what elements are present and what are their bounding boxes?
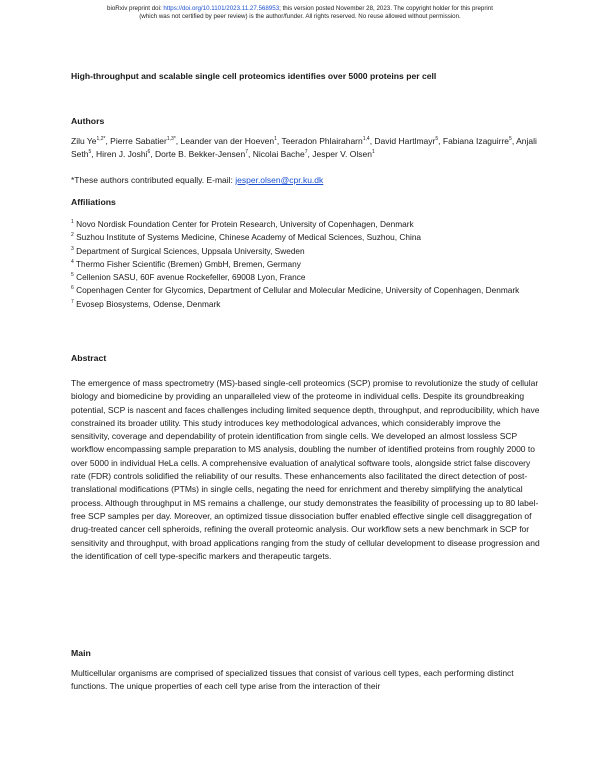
preprint-prefix: bioRxiv preprint doi: bbox=[107, 5, 164, 12]
author-name: David Hartlmayr bbox=[374, 136, 436, 146]
affiliation-item bbox=[71, 258, 541, 271]
affiliation-item bbox=[71, 231, 541, 244]
affiliation-number: 2 bbox=[71, 232, 74, 239]
author-affiliation-marker: 7 bbox=[304, 149, 308, 156]
affiliation-item bbox=[71, 284, 541, 297]
preprint-header bbox=[0, 5, 600, 21]
affiliation-text: Department of Surgical Sciences, Uppsala University, Sweden bbox=[73, 245, 305, 256]
equal-note-text: *These authors contributed equally. E-mail: bbox=[71, 175, 236, 185]
author-affiliation-marker: 1 bbox=[371, 149, 375, 156]
affiliation-number: 6 bbox=[71, 285, 74, 292]
affiliation-item bbox=[71, 245, 541, 258]
author-name: Hiren J. Joshi bbox=[96, 149, 148, 160]
author-affiliation-marker: 1,4 bbox=[362, 136, 370, 143]
affiliation-text: Cellenion SASU, 60F avenue Rockefeller, 69008 Lyon, France bbox=[73, 272, 306, 283]
affiliation-number: 7 bbox=[71, 299, 74, 306]
main-heading: Main bbox=[71, 648, 91, 658]
affiliation-number: 5 bbox=[71, 272, 74, 279]
author-affiliation-marker: 5 bbox=[88, 149, 92, 156]
affiliation-number: 1 bbox=[71, 219, 74, 226]
author-name: Jesper V. Olsen bbox=[312, 149, 372, 160]
email-link[interactable]: jesper.olsen@cpr.ku.dk bbox=[235, 175, 324, 185]
author-name: Dorte B. Bekker-Jensen bbox=[155, 149, 246, 160]
affiliation-item bbox=[71, 298, 541, 311]
doi-link[interactable]: https://doi.org/10.1101/2023.11.27.568953 bbox=[163, 5, 280, 12]
affiliation-text: Thermo Fisher Scientific (Bremen) GmbH, Bremen, Germany bbox=[73, 258, 301, 269]
author-name: Zilu Ye bbox=[71, 136, 97, 146]
affiliation-list bbox=[71, 218, 541, 311]
affiliation-item bbox=[71, 218, 541, 231]
affiliation-text: Suzhou Institute of Systems Medicine, Chinese Academy of Medical Sciences, Suzhou, China bbox=[73, 232, 422, 243]
author-name: Nicolai Bache bbox=[252, 149, 305, 160]
preprint-suffix: ; this version posted November 28, 2023. The copyright holder for this preprint bbox=[279, 5, 493, 12]
affiliation-text: Copenhagen Center for Glycomics, Department of Cellular and Molecular Medicine, University of Copenhagen, Denmark bbox=[73, 285, 520, 296]
preprint-line-1 bbox=[0, 5, 600, 13]
main-text: Multicellular organisms are comprised of specialized tissues that consist of various cell types, each performing distinct functions. The unique properties of each cell type arise from the interaction of their bbox=[71, 668, 514, 692]
affiliation-text: Novo Nordisk Foundation Center for Protein Research, University of Copenhagen, Denmark bbox=[73, 219, 414, 229]
author-name: Fabiana Izaguirre bbox=[442, 136, 510, 146]
abstract-text: The emergence of mass spectrometry (MS)-based single-cell proteomics (SCP) promise to revolutionize the study of cellular biology and biomedicine by providing an unparalleled view of the proteome in individual cells. Despite its groundbreaking potential, SCP is nascent and faces challenges including limited sequence depth, throughput, and reproducibility, which have constrained its broader utility. This study introduces key methodological advances, which considerably improve the sensitivity, coverage and dependability of protein identification from single cells. We developed an almost lossless SCP workflow encompassing sample preparation to MS analysis, doubling the number of identified proteins from roughly 2000 to over 5000 in individual HeLa cells. A comprehensive evaluation of analytical software tools, alongside strict false discovery rate (FDR) controls solidified the reliability of our results. These enhancements also facilitated the direct detection of post-translational modifications (PTMs) in single cells, negating the need for enrichment and thereby simplifying the analytical process. Although throughput in MS remains a challenge, our study demonstrates the feasibility of processing up to 80 label-free SCP samples per day. Moreover, an optimized tissue dissociation buffer enabled effective single cell disaggregation of drug-treated cancer cell spheroids, refining the overall proteomic analysis. Our workflow sets a new benchmark in SCP for sensitivity and throughput, with broad applications ranging from the study of cellular development to disease progression and the identification of cell type-specific markers and therapeutic targets. bbox=[71, 378, 540, 561]
affiliation-number: 3 bbox=[71, 245, 74, 252]
author-name: Teeradon Phlairaharn bbox=[281, 136, 363, 146]
author-affiliation-marker: 5 bbox=[435, 136, 439, 143]
paper-title: High-throughput and scalable single cell proteomics identifies over 5000 proteins per cell bbox=[71, 71, 437, 81]
affiliation-number: 4 bbox=[71, 259, 74, 266]
affiliation-text: Evosep Biosystems, Odense, Denmark bbox=[73, 298, 221, 309]
author-list: Zilu $Ye^{1,2*}$, Pierre Sabatier$^{1,3*}$, Leander van der Hoeven$^1$, Teeradon Phlairaharn$^{1,4}$, David Hartlmayr$^5$, Fabiana Izaguirre$^5$, Anjali Seth$^5$, Hiren J. Joshi$^6$, Dorte B. Bekker-Jensen$^7$, Nicolai Bache$^7$, Jesper V. Olsen$^1$ bbox=[71, 136, 537, 160]
affiliation-item bbox=[71, 271, 541, 284]
abstract-heading: Abstract bbox=[71, 353, 107, 363]
preprint-line-2: (which was not certified by peer review) is the author/funder. All rights reserved. No reuse allowed without permission. bbox=[139, 13, 461, 20]
author-affiliation-marker: 6 bbox=[147, 149, 151, 156]
author-affiliation-marker: 1,3* bbox=[166, 136, 176, 143]
author-name: Leander van der Hoeven bbox=[180, 136, 275, 146]
author-name: Pierre Sabatier bbox=[110, 136, 167, 146]
author-affiliation-marker: 7 bbox=[245, 149, 249, 156]
author-affiliation-marker: 1 bbox=[274, 136, 277, 143]
author-name: Anjali Seth bbox=[71, 136, 537, 160]
author-affiliation-marker: 1,2* bbox=[96, 136, 106, 143]
authors-heading: Authors bbox=[71, 116, 105, 126]
equal-contribution-note bbox=[71, 174, 541, 187]
author-affiliation-marker: 5 bbox=[509, 136, 512, 143]
affiliations-heading: Affiliations bbox=[71, 197, 116, 207]
